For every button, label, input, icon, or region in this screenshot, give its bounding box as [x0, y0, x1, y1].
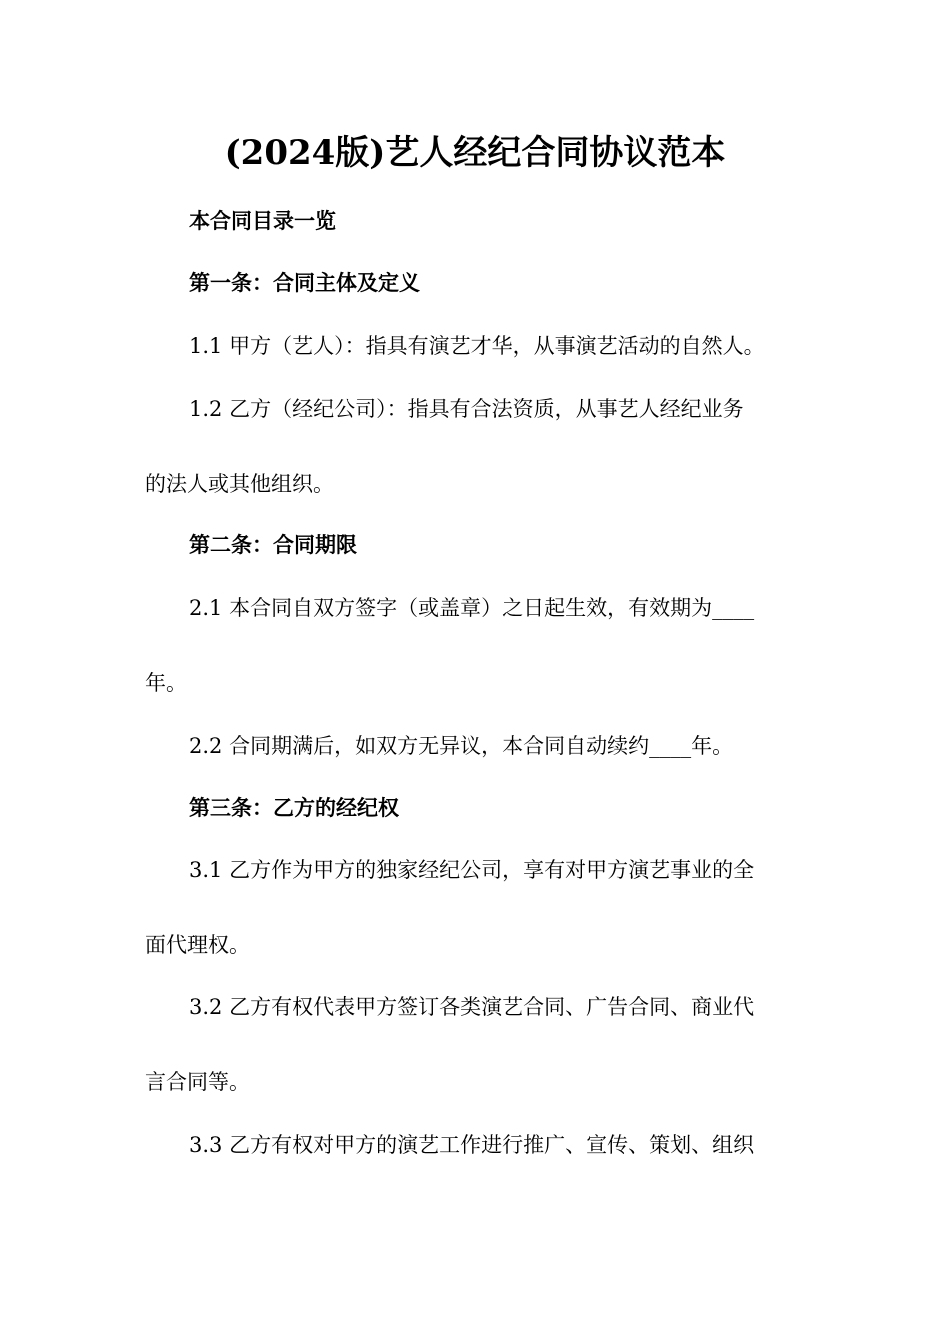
clause-3-2-line-2: 言合同等。 — [145, 1070, 250, 1094]
clause-2-1-line-2: 年。 — [145, 671, 187, 695]
clause-2-1-line-1: 2.1 本合同自双方签字（或盖章）之日起生效，有效期为____ — [189, 596, 755, 620]
clause-3-2-line-1: 3.2 乙方有权代表甲方签订各类演艺合同、广告合同、商业代 — [189, 995, 755, 1019]
clause-1-2-line-1: 1.2 乙方（经纪公司）：指具有合法资质，从事艺人经纪业务 — [189, 397, 744, 421]
clause-3-1-line-1: 3.1 乙方作为甲方的独家经纪公司，享有对甲方演艺事业的全 — [189, 858, 755, 882]
clause-3-1-line-2: 面代理权。 — [145, 933, 250, 957]
clause-1-2-line-2: 的法人或其他组织。 — [145, 472, 334, 496]
article-2-heading: 第二条：合同期限 — [189, 533, 357, 557]
clause-3-3-line-1: 3.3 乙方有权对甲方的演艺工作进行推广、宣传、策划、组织 — [189, 1133, 755, 1157]
toc-heading: 本合同目录一览 — [189, 209, 336, 233]
article-3-heading: 第三条：乙方的经纪权 — [189, 796, 399, 820]
document-title: (2024版)艺人经纪合同协议范本 — [224, 133, 726, 173]
clause-2-2: 2.2 合同期满后，如双方无异议，本合同自动续约____年。 — [189, 734, 734, 758]
clause-1-1: 1.1 甲方（艺人）：指具有演艺才华，从事演艺活动的自然人。 — [189, 334, 765, 358]
article-1-heading: 第一条：合同主体及定义 — [189, 271, 420, 295]
